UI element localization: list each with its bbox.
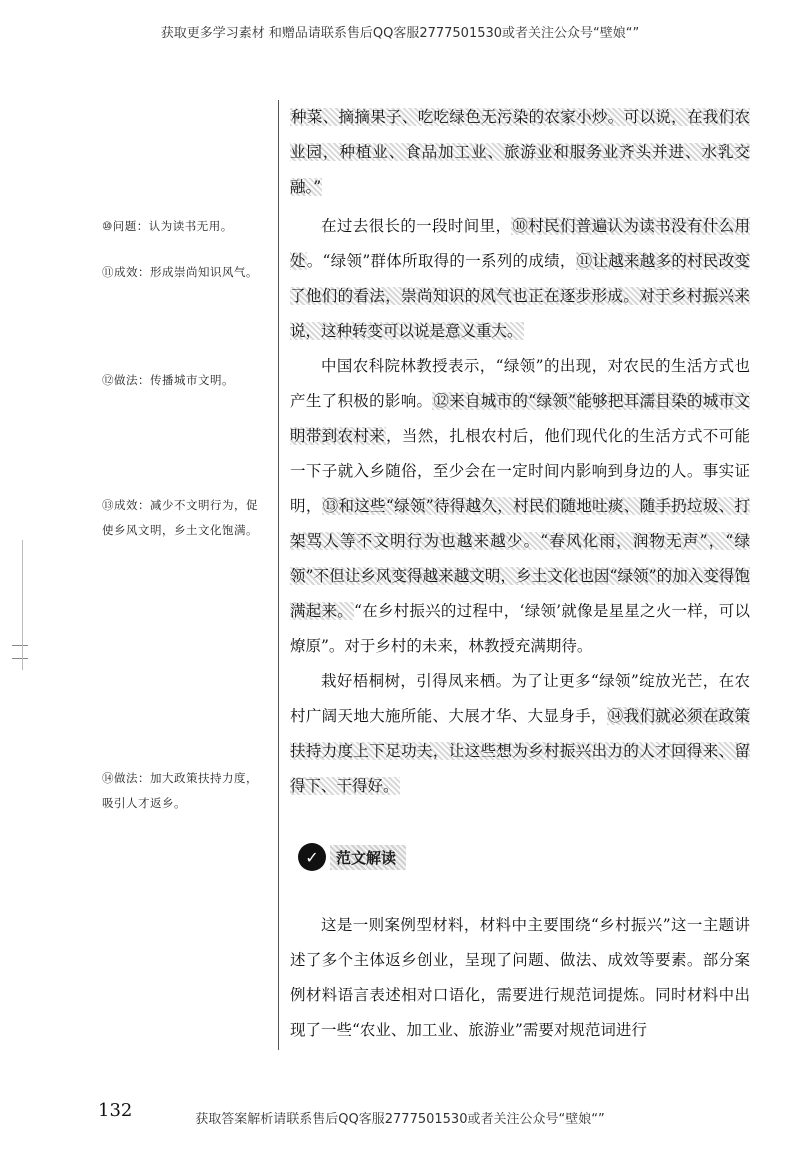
analysis-body bbox=[290, 908, 750, 1048]
body-text: 。“绿领”群体所取得的一系列的成绩， bbox=[306, 252, 576, 270]
section-heading bbox=[298, 840, 406, 874]
margin-note-10: ⑩问题：认为读书无用。 bbox=[102, 219, 233, 233]
check-icon: ✓ bbox=[298, 843, 326, 871]
margin-note-12: ⑫做法：传播城市文明。 bbox=[102, 373, 234, 387]
column-divider bbox=[278, 100, 279, 1050]
scan-mark bbox=[22, 540, 23, 670]
margin-note-14: ⑭做法：加大政策扶持力度，吸引人才返乡。 bbox=[102, 771, 258, 810]
margin-note-11: ⑪成效：形成崇尚知识风气。 bbox=[102, 265, 258, 279]
highlight-text: ⑩村民们普遍认为读书没有什么用处 bbox=[290, 217, 750, 270]
body-text: 中国农科院林教授表示，“绿领”的出现，对农民的生活方式也产生了积极的影响。 bbox=[290, 357, 750, 410]
body-text: “在乡村振兴的过程中，‘绿领’就像是星星之火一样，可以燎原”。对于乡村的未来，林教授充满期待。 bbox=[290, 602, 750, 655]
footer-promo-note: 获取答案解析请联系售后QQ客服2777501530或者关注公众号“壁娘“” bbox=[195, 1112, 605, 1127]
highlight-text: ⑭我们就必须在政策扶持力度上下足功夫，让这些想为乡村振兴出力的人才回得来、留得下、干得好。 bbox=[290, 707, 750, 795]
analysis-paragraph: 这是一则案例型材料，材料中主要围绕“乡村振兴”这一主题讲述了多个主体返乡创业，呈现了问题、做法、成效等要素。部分案例材料语言表述相对口语化，需要进行规范词提炼。同时材料中出现了一些“农业、加工业、旅游业”需要对规范词进行 bbox=[290, 916, 750, 1039]
scan-mark bbox=[12, 658, 28, 659]
margin-note-13: ⑬成效：减少不文明行为，促使乡风文明，乡土文化饱满。 bbox=[102, 498, 258, 537]
highlight-text: 种菜、摘摘果子、吃吃绿色无污染的农家小炒。可以说，在我们农业园，种植业、食品加工业、旅游业和服务业齐头并进、水乳交融。” bbox=[290, 108, 750, 196]
highlight-text: ⑬和这些“绿领”待得越久，村民们随地吐痰、随手扔垃圾、打架骂人等不文明行为也越来越少。“春风化雨，润物无声”，“绿领”不但让乡风变得越来越文明，乡土文化也因“绿领”的加入变得饱满起来。 bbox=[290, 497, 750, 620]
body-text: ，当然，扎根农村后，他们现代化的生活方式不可能一下子就入乡随俗，至少会在一定时间内影响到身边的人。事实证明， bbox=[290, 427, 750, 515]
page-number: 132 bbox=[98, 1100, 133, 1121]
paragraph-1 bbox=[290, 100, 750, 205]
paragraph-3 bbox=[290, 349, 750, 664]
highlight-text: ⑪让越来越多的村民改变了他们的看法，崇尚知识的风气也正在逐步形成。对于乡村振兴来说，这种转变可以说是意义重大。 bbox=[290, 252, 750, 340]
highlight-text: ⑫来自城市的“绿领”能够把耳濡目染的城市文明带到农村来 bbox=[290, 392, 750, 445]
body-text: 栽好梧桐树，引得凤来栖。为了让更多“绿领”绽放光芒，在农村广阔天地大施所能、大展才华、大显身手， bbox=[290, 672, 750, 725]
article-body bbox=[290, 100, 750, 804]
paragraph-4 bbox=[290, 664, 750, 804]
paragraph-2 bbox=[290, 209, 750, 349]
body-text: 在过去很长的一段时间里， bbox=[321, 217, 512, 235]
header-promo-note: 获取更多学习素材 和赠品请联系售后QQ客服2777501530或者关注公众号“壁娘“” bbox=[160, 26, 640, 41]
scan-mark bbox=[12, 645, 28, 646]
section-title: 范文解读 bbox=[330, 845, 406, 870]
